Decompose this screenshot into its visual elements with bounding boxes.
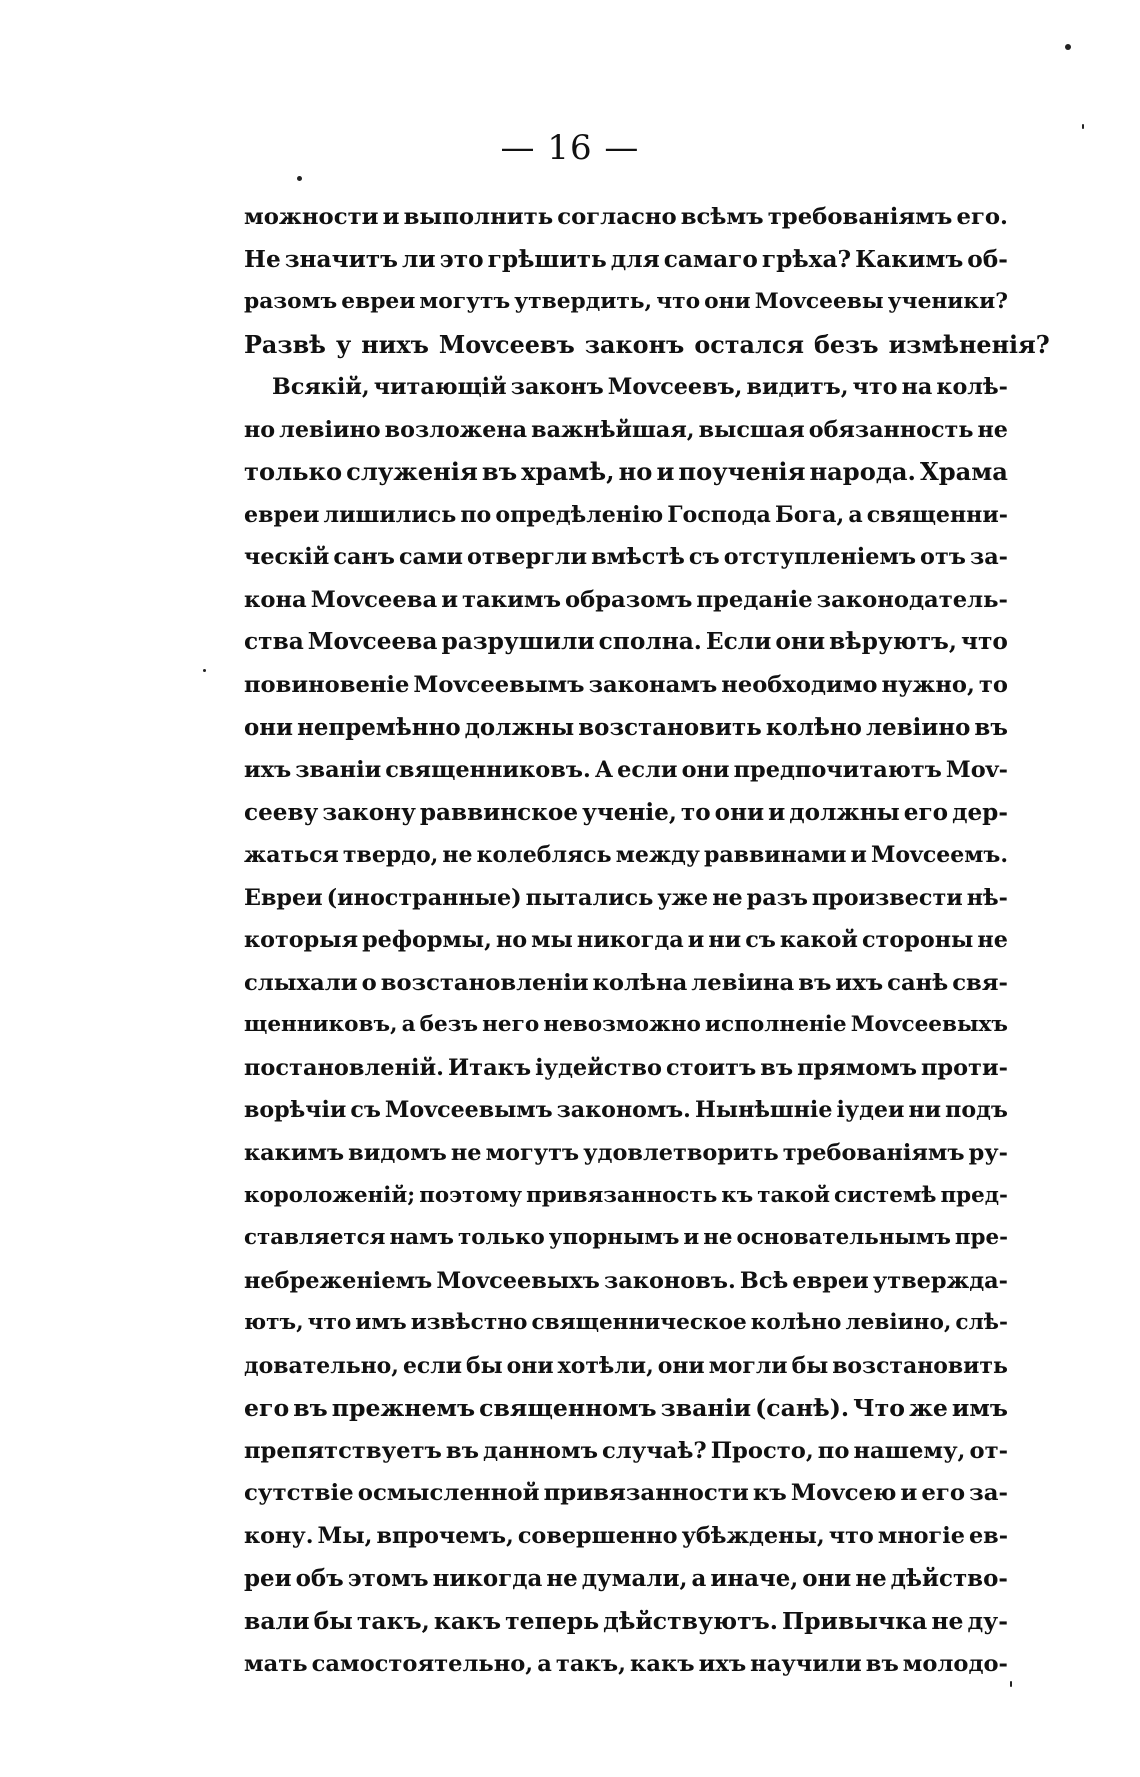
text-line: можности и выполнить согласно всѣмъ требованіямъ его. (244, 204, 1008, 230)
body-text (244, 196, 1050, 1685)
text-line: реи объ этомъ никогда не думали, а иначе, они не дѣйство- (244, 1564, 1008, 1592)
text-line: небреженіемъ Моvсеевыхъ законовъ. Всѣ евреи утвержда- (244, 1267, 1008, 1294)
text-line: ческій санъ сами отвергли вмѣстѣ съ отступленіемъ отъ за- (244, 544, 1008, 571)
scan-speck (1010, 1681, 1012, 1687)
text-line: ихъ званіи священниковъ. А если они предпочитаютъ Моv- (244, 757, 1008, 784)
text-line: только служенія въ храмѣ, но и поученія народа. Храма (244, 457, 1008, 487)
text-line: повиновеніе Моvсеевымъ законамъ необходимо нужно, то (244, 672, 1008, 699)
text-line: препятствуетъ въ данномъ случаѣ? Просто, по нашему, от- (244, 1437, 1008, 1464)
text-line: которыя реформы, но мы никогда и ни съ какой стороны не (244, 927, 1008, 954)
text-line: сутствіе осмысленной привязанности къ Моvсею и его за- (244, 1480, 1008, 1507)
text-line: кону. Мы, впрочемъ, совершенно убѣждены, что многіе ев- (244, 1522, 1008, 1549)
text-line: Развѣ у нихъ Моvсеевъ законъ остался безъ измѣненія? (244, 330, 1050, 359)
text-line: его въ прежнемъ священномъ званіи (санѣ). Что же имъ (244, 1394, 1008, 1423)
text-line: Не значитъ ли это грѣшить для самаго грѣха? Какимъ об- (244, 245, 1008, 273)
page-number: — 16 — (500, 128, 640, 168)
text-line: постановленій. Итакъ іудейство стоитъ въ прямомъ проти- (244, 1054, 1008, 1081)
text-line: ства Моvсеева разрушили сполна. Если они вѣруютъ, что (244, 628, 1008, 656)
text-line: Евреи (иностранные) пытались уже не разъ произвести нѣ- (244, 884, 1008, 911)
text-line: вали бы такъ, какъ теперь дѣйствуютъ. Привычка не ду- (244, 1607, 1008, 1636)
text-line: ворѣчіи съ Моvсеевымъ закономъ. Нынѣшніе іудеи ни подъ (244, 1097, 1008, 1124)
text-line: кона Моvсеева и такимъ образомъ преданіе законодатель- (244, 586, 1008, 613)
text-line: евреи лишились по опредѣленію Господа Бога, а священни- (244, 501, 1008, 528)
text-line: жаться твердо, не колеблясь между раввинами и Моvсеемъ. (244, 842, 1008, 869)
scan-speck (203, 669, 206, 672)
text-line: слыхали о возстановленіи колѣна левіина въ ихъ санѣ свя- (244, 969, 1008, 996)
text-line: мать самостоятельно, а такъ, какъ ихъ научили въ молодо- (244, 1650, 1008, 1677)
text-line: сееву закону раввинское ученіе, то они и должны его дер- (244, 798, 1008, 826)
scan-speck (1082, 124, 1084, 129)
scan-speck (297, 176, 302, 181)
text-line: кopoложеній; поэтому привязанность къ такой системѣ пред- (244, 1182, 1008, 1208)
text-line: они непремѣнно должны возстановить колѣно левіино въ (244, 713, 1008, 741)
text-line: ставляется намъ только упорнымъ и не основательнымъ пре- (244, 1225, 1008, 1251)
scan-speck (1065, 44, 1071, 50)
text-line: разомъ евреи могутъ утвердить, что они Моvсеевы ученики? (244, 289, 1008, 315)
text-line: ютъ, что имъ извѣстно священническое колѣно левіино, слѣ- (244, 1310, 1008, 1336)
text-line: довательно, если бы они хотѣли, они могли бы возстановить (244, 1352, 1008, 1379)
text-line: щенниковъ, а безъ него невозможно исполненіе Моvсеевыхъ (244, 1012, 1008, 1038)
text-line: какимъ видомъ не могутъ удовлетворить требованіямъ ру- (244, 1140, 1008, 1167)
text-line: Всякій, читающій законъ Моvсеевъ, видитъ, что на колѣ- (272, 374, 1008, 401)
text-line: но левіино возложена важнѣйшая, высшая обязанность не (244, 416, 1008, 443)
